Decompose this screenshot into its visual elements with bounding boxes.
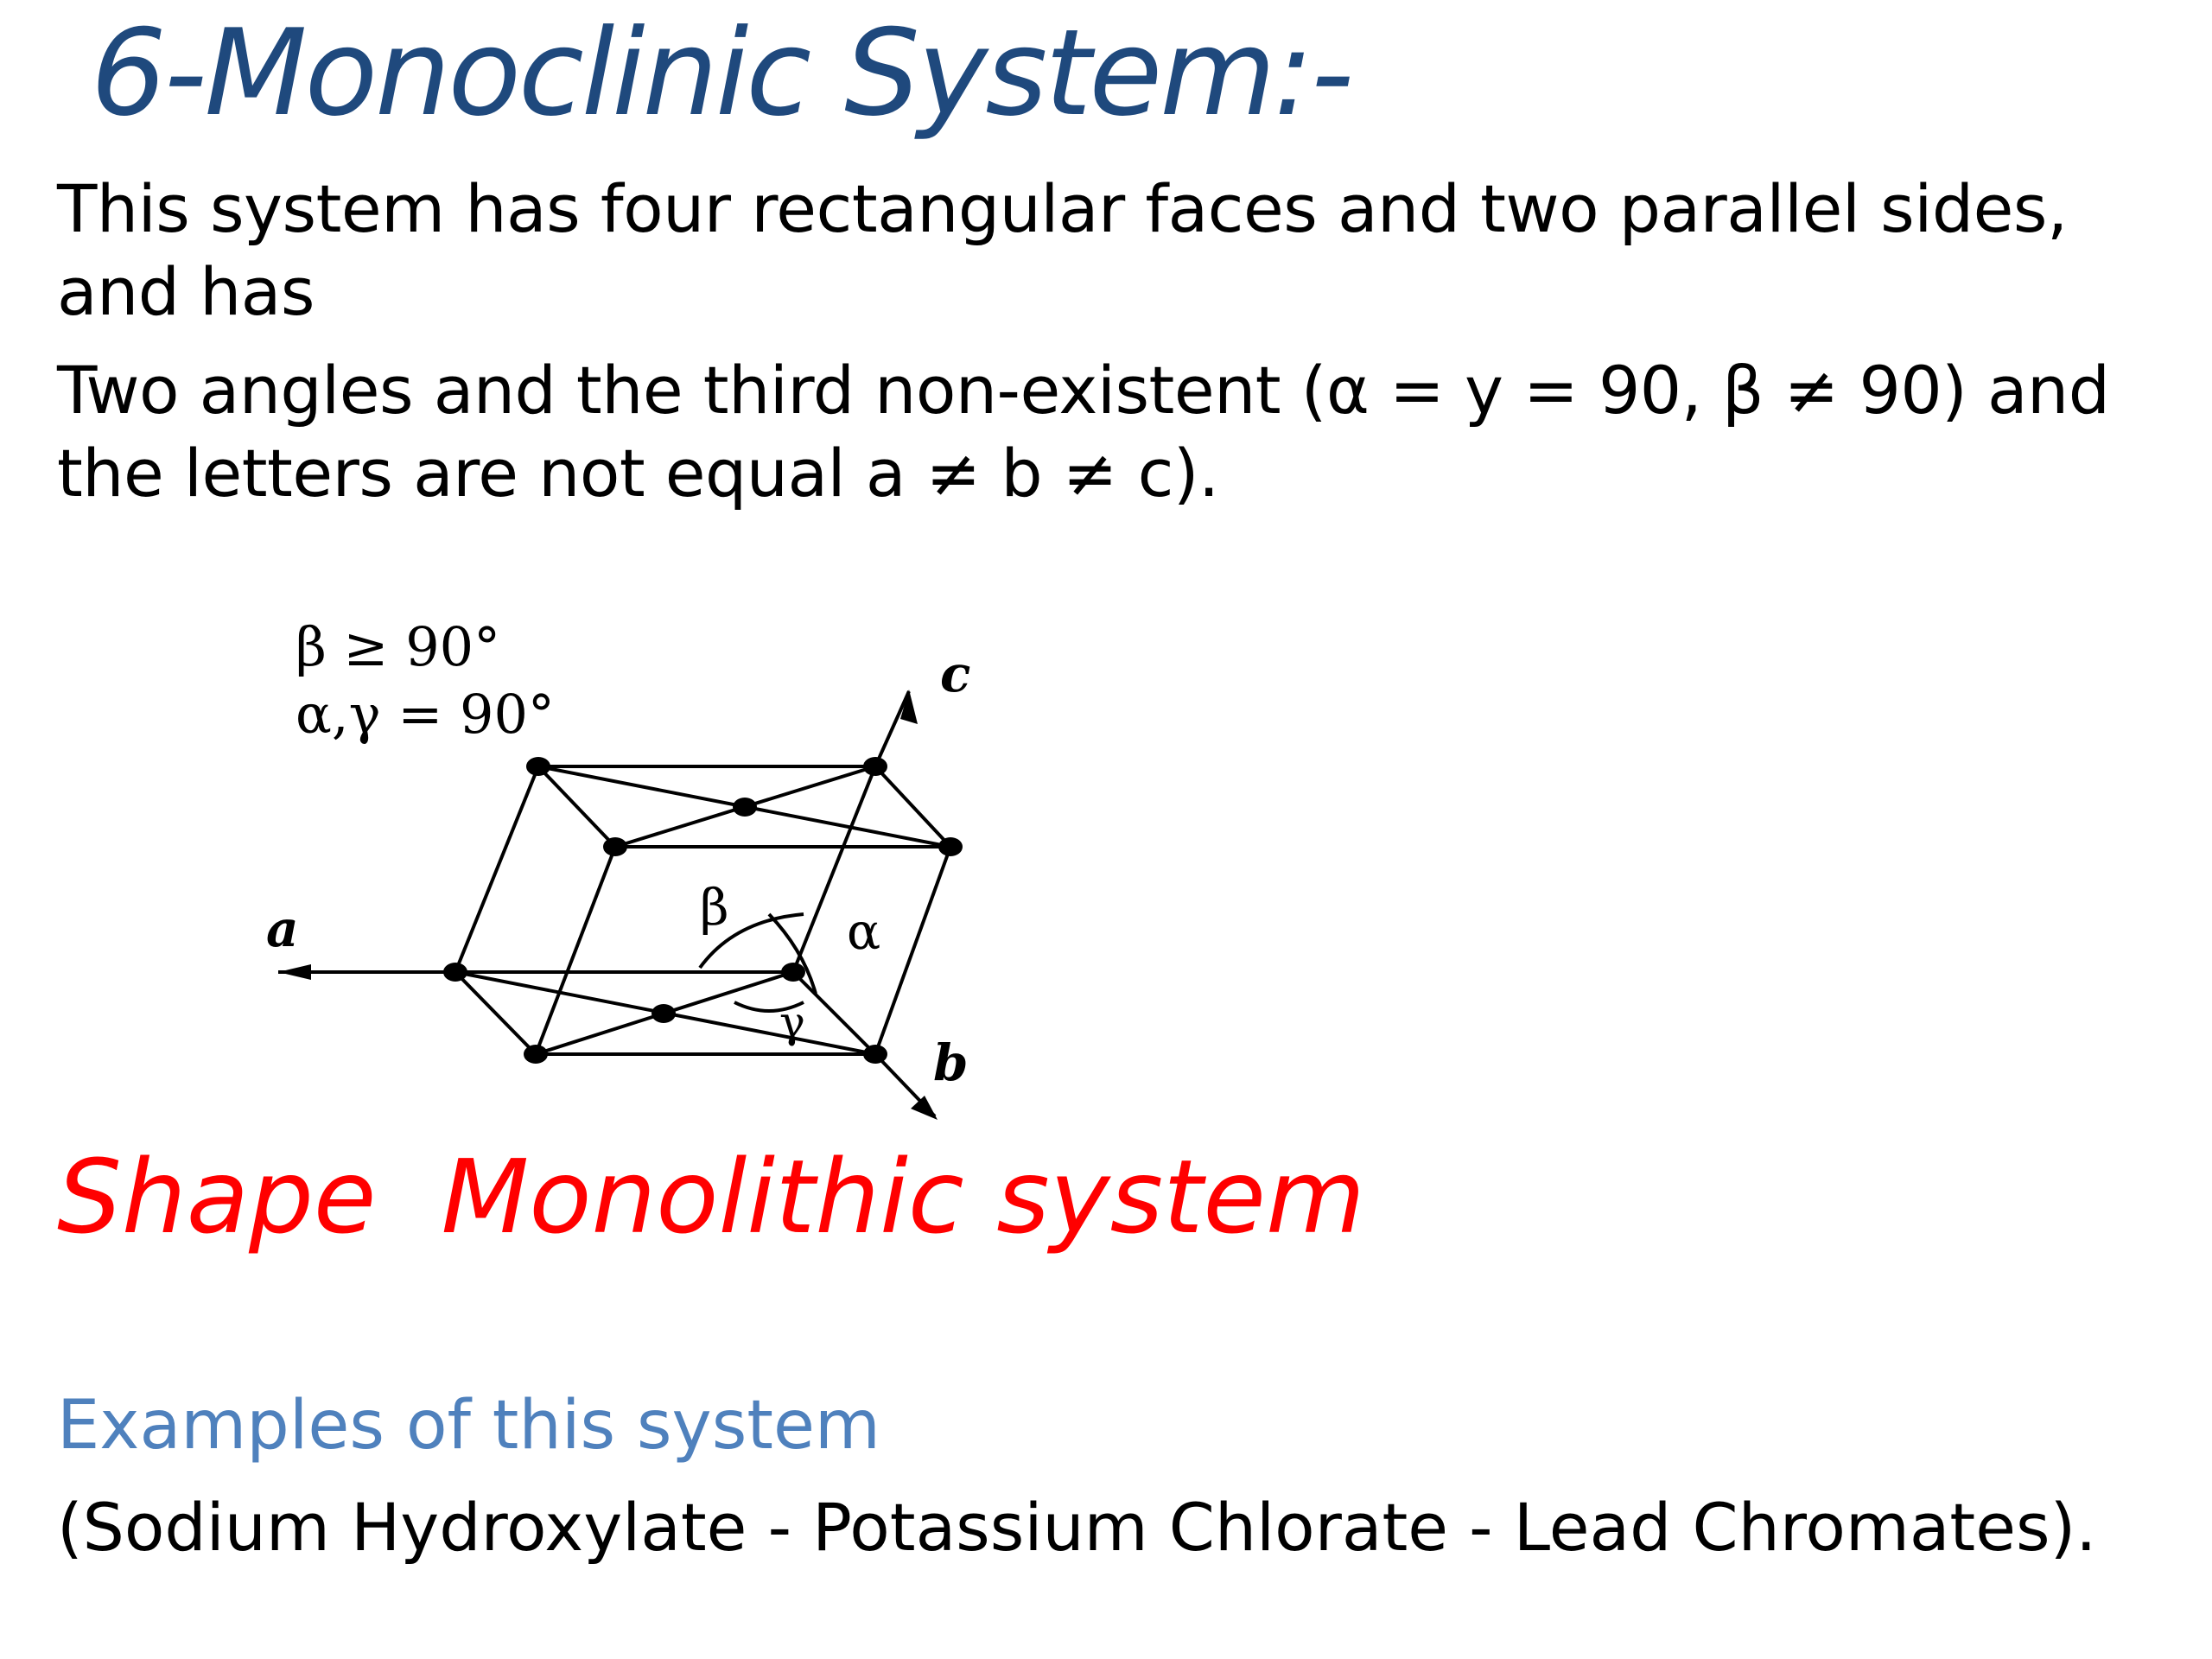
examples-list: (Sodium Hydroxylate - Potassium Chlorate - Lead Chromates).: [57, 1489, 2097, 1566]
slide-title: 6-Monoclinic System:-: [91, 3, 1351, 143]
angle-beta-label: β: [700, 878, 729, 937]
axis-b-arrow-icon: [911, 1096, 938, 1120]
angle-alpha-label: α: [847, 902, 881, 961]
angle-gamma-label: γ: [779, 997, 805, 1047]
beta-condition-label: β ≥ 90°: [296, 615, 501, 678]
axis-a-arrow-icon: [278, 964, 311, 980]
axis-c: [875, 691, 909, 766]
axis-b-label: b: [933, 1033, 969, 1092]
shape-label: Shape Monolithic system: [57, 1137, 1365, 1256]
monoclinic-unit-cell-diagram: [251, 588, 1028, 1141]
axis-a-label: a: [266, 899, 299, 958]
examples-heading: Examples of this system: [57, 1387, 880, 1465]
axis-c-label: c: [940, 645, 971, 703]
alpha-gamma-condition-label: α,γ = 90°: [296, 683, 555, 746]
description-paragraph-2: Two angles and the third non-existent (α = y = 90, β ≠ 90) and the letters are not equal a ≠ b ≠ c).: [57, 352, 2110, 512]
description-paragraph-1: This system has four rectangular faces and two parallel sides, and has: [57, 170, 2068, 330]
